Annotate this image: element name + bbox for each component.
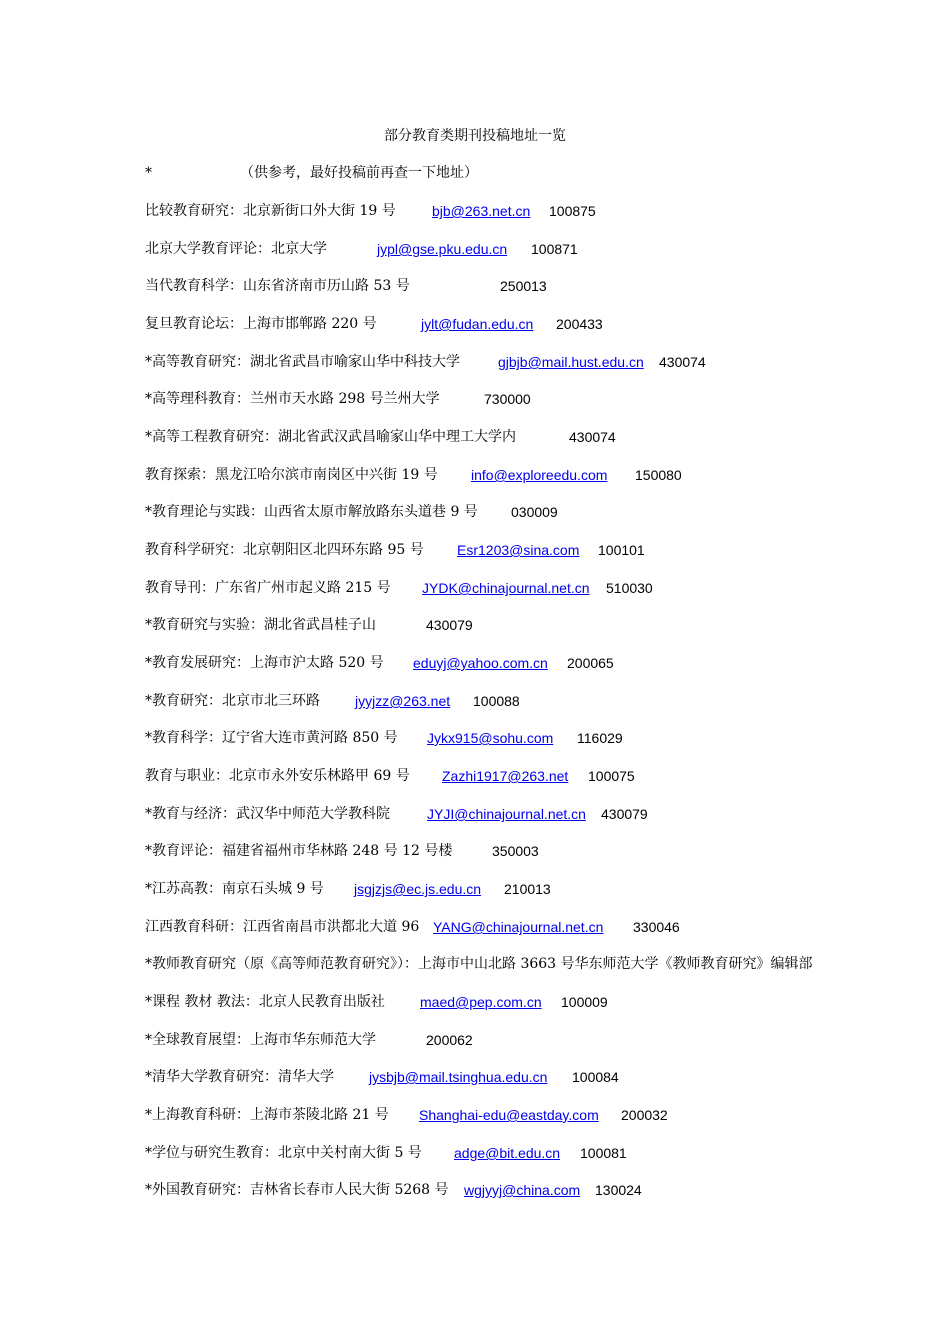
entry-postcode: 730000 xyxy=(484,391,531,407)
entry-email-link[interactable]: jyyjzz@263.net xyxy=(355,693,451,709)
entry-postcode: 030009 xyxy=(511,504,558,520)
entry-postcode: 430079 xyxy=(426,617,473,633)
entry-postcode: 200065 xyxy=(567,655,614,671)
entry-postcode: 200062 xyxy=(426,1032,473,1048)
entry-text: 教育与职业：北京市永外安乐林路甲 69 号 xyxy=(145,768,410,784)
entry-postcode: 200433 xyxy=(556,316,603,332)
entry-email-link[interactable]: jsgjzjs@ec.js.edu.cn xyxy=(354,881,482,897)
entry-text: 比较教育研究：北京新街口外大街 19 号 xyxy=(145,203,396,219)
entry-text: *教师教育研究（原《高等师范教育研究》）：上海市中山北路 3663 号华东师范大学《教师教育研究》编辑部 xyxy=(145,956,813,972)
entry-email-link[interactable]: wgjyyj@china.com xyxy=(464,1182,581,1198)
entry-text: *清华大学教育研究：清华大学 xyxy=(145,1069,334,1085)
note-text: （供参考，最好投稿前再查一下地址） xyxy=(240,165,478,181)
entry-postcode: 200032 xyxy=(621,1107,668,1123)
entry-email-link[interactable]: jylt@fudan.edu.cn xyxy=(421,316,534,332)
entry-postcode: 100084 xyxy=(572,1069,619,1085)
entry-text: 教育导刊：广东省广州市起义路 215 号 xyxy=(145,580,391,596)
entry-postcode: 510030 xyxy=(606,580,653,596)
entry-postcode: 100875 xyxy=(549,203,596,219)
entry-postcode: 100101 xyxy=(598,542,645,558)
entry-text: 北京大学教育评论：北京大学 xyxy=(145,241,327,257)
entry-email-link[interactable]: gjbjb@mail.hust.edu.cn xyxy=(498,354,644,370)
entry-postcode: 430074 xyxy=(569,429,616,445)
entry-postcode: 130024 xyxy=(595,1182,642,1198)
entry-text: *上海教育科研：上海市茶陵北路 21 号 xyxy=(145,1107,389,1123)
entry-postcode: 100081 xyxy=(580,1145,627,1161)
entry-text: *高等理科教育：兰州市天水路 298 号兰州大学 xyxy=(145,391,440,407)
entry-text: *课程 教材 教法：北京人民教育出版社 xyxy=(145,994,385,1010)
entry-postcode: 250013 xyxy=(500,278,547,294)
entry-email-link[interactable]: jypl@gse.pku.edu.cn xyxy=(377,241,508,257)
entry-text: 教育探索：黑龙江哈尔滨市南岗区中兴街 19 号 xyxy=(145,467,438,483)
entry-text: *教育研究：北京市北三环路 xyxy=(145,693,320,709)
entry-email-link[interactable]: Jykx915@sohu.com xyxy=(427,730,554,746)
entry-postcode: 100009 xyxy=(561,994,608,1010)
entry-email-link[interactable]: Shanghai-edu@eastday.com xyxy=(419,1107,599,1123)
note-star: * xyxy=(145,165,152,181)
entry-postcode: 210013 xyxy=(504,881,551,897)
note-line xyxy=(145,163,478,183)
entry-email-link[interactable]: Zazhi1917@263.net xyxy=(442,768,569,784)
entry-email-link[interactable]: Esr1203@sina.com xyxy=(457,542,580,558)
entry-email-link[interactable]: eduyj@yahoo.com.cn xyxy=(413,655,548,671)
entry-text: *外国教育研究：吉林省长春市人民大街 5268 号 xyxy=(145,1182,449,1198)
entry-email-link[interactable]: info@exploreedu.com xyxy=(471,467,608,483)
entry-postcode: 100075 xyxy=(588,768,635,784)
page-title: 部分教育类期刊投稿地址一览 xyxy=(384,128,566,144)
entry-postcode: 430079 xyxy=(601,806,648,822)
entry-email-link[interactable]: bjb@263.net.cn xyxy=(432,203,531,219)
entry-text: *教育理论与实践：山西省太原市解放路东头道巷 9 号 xyxy=(145,504,478,520)
entry-email-link[interactable]: JYJI@chinajournal.net.cn xyxy=(427,806,586,822)
entry-postcode: 116029 xyxy=(577,730,623,746)
entry-text: *高等工程教育研究：湖北省武汉武昌喻家山华中理工大学内 xyxy=(145,429,516,445)
entry-email-link[interactable]: JYDK@chinajournal.net.cn xyxy=(422,580,590,596)
entry-text: *教育与经济：武汉华中师范大学教科院 xyxy=(145,806,390,822)
entry-text: 江西教育科研：江西省南昌市洪都北大道 96 xyxy=(145,919,420,935)
entry-text: 复旦教育论坛：上海市邯郸路 220 号 xyxy=(145,316,377,332)
entry-text: *全球教育展望：上海市华东师范大学 xyxy=(145,1032,376,1048)
entry-postcode: 330046 xyxy=(633,919,680,935)
entry-text: 教育科学研究：北京朝阳区北四环东路 95 号 xyxy=(145,542,424,558)
entry-postcode: 430074 xyxy=(659,354,706,370)
entry-text: *教育研究与实验：湖北省武昌桂子山 xyxy=(145,617,376,633)
entry-text: *高等教育研究：湖北省武昌市喻家山华中科技大学 xyxy=(145,354,460,370)
entry-postcode: 100871 xyxy=(531,241,578,257)
entry-email-link[interactable]: adge@bit.edu.cn xyxy=(454,1145,561,1161)
entry-email-link[interactable]: YANG@chinajournal.net.cn xyxy=(433,919,604,935)
entry-text: *学位与研究生教育：北京中关村南大街 5 号 xyxy=(145,1145,422,1161)
entry-text: *教育评论：福建省福州市华林路 248 号 12 号楼 xyxy=(145,843,453,859)
entry-text: 当代教育科学：山东省济南市历山路 53 号 xyxy=(145,278,410,294)
entry-email-link[interactable]: maed@pep.com.cn xyxy=(420,994,542,1010)
entry-postcode: 150080 xyxy=(635,467,682,483)
entry-text: *教育发展研究：上海市沪太路 520 号 xyxy=(145,655,384,671)
entry-text: *江苏高教：南京石头城 9 号 xyxy=(145,881,324,897)
entry-postcode: 350003 xyxy=(492,843,539,859)
entry-email-link[interactable]: jysbjb@mail.tsinghua.edu.cn xyxy=(369,1069,548,1085)
entry-text: *教育科学：辽宁省大连市黄河路 850 号 xyxy=(145,730,398,746)
entry-postcode: 100088 xyxy=(473,693,520,709)
